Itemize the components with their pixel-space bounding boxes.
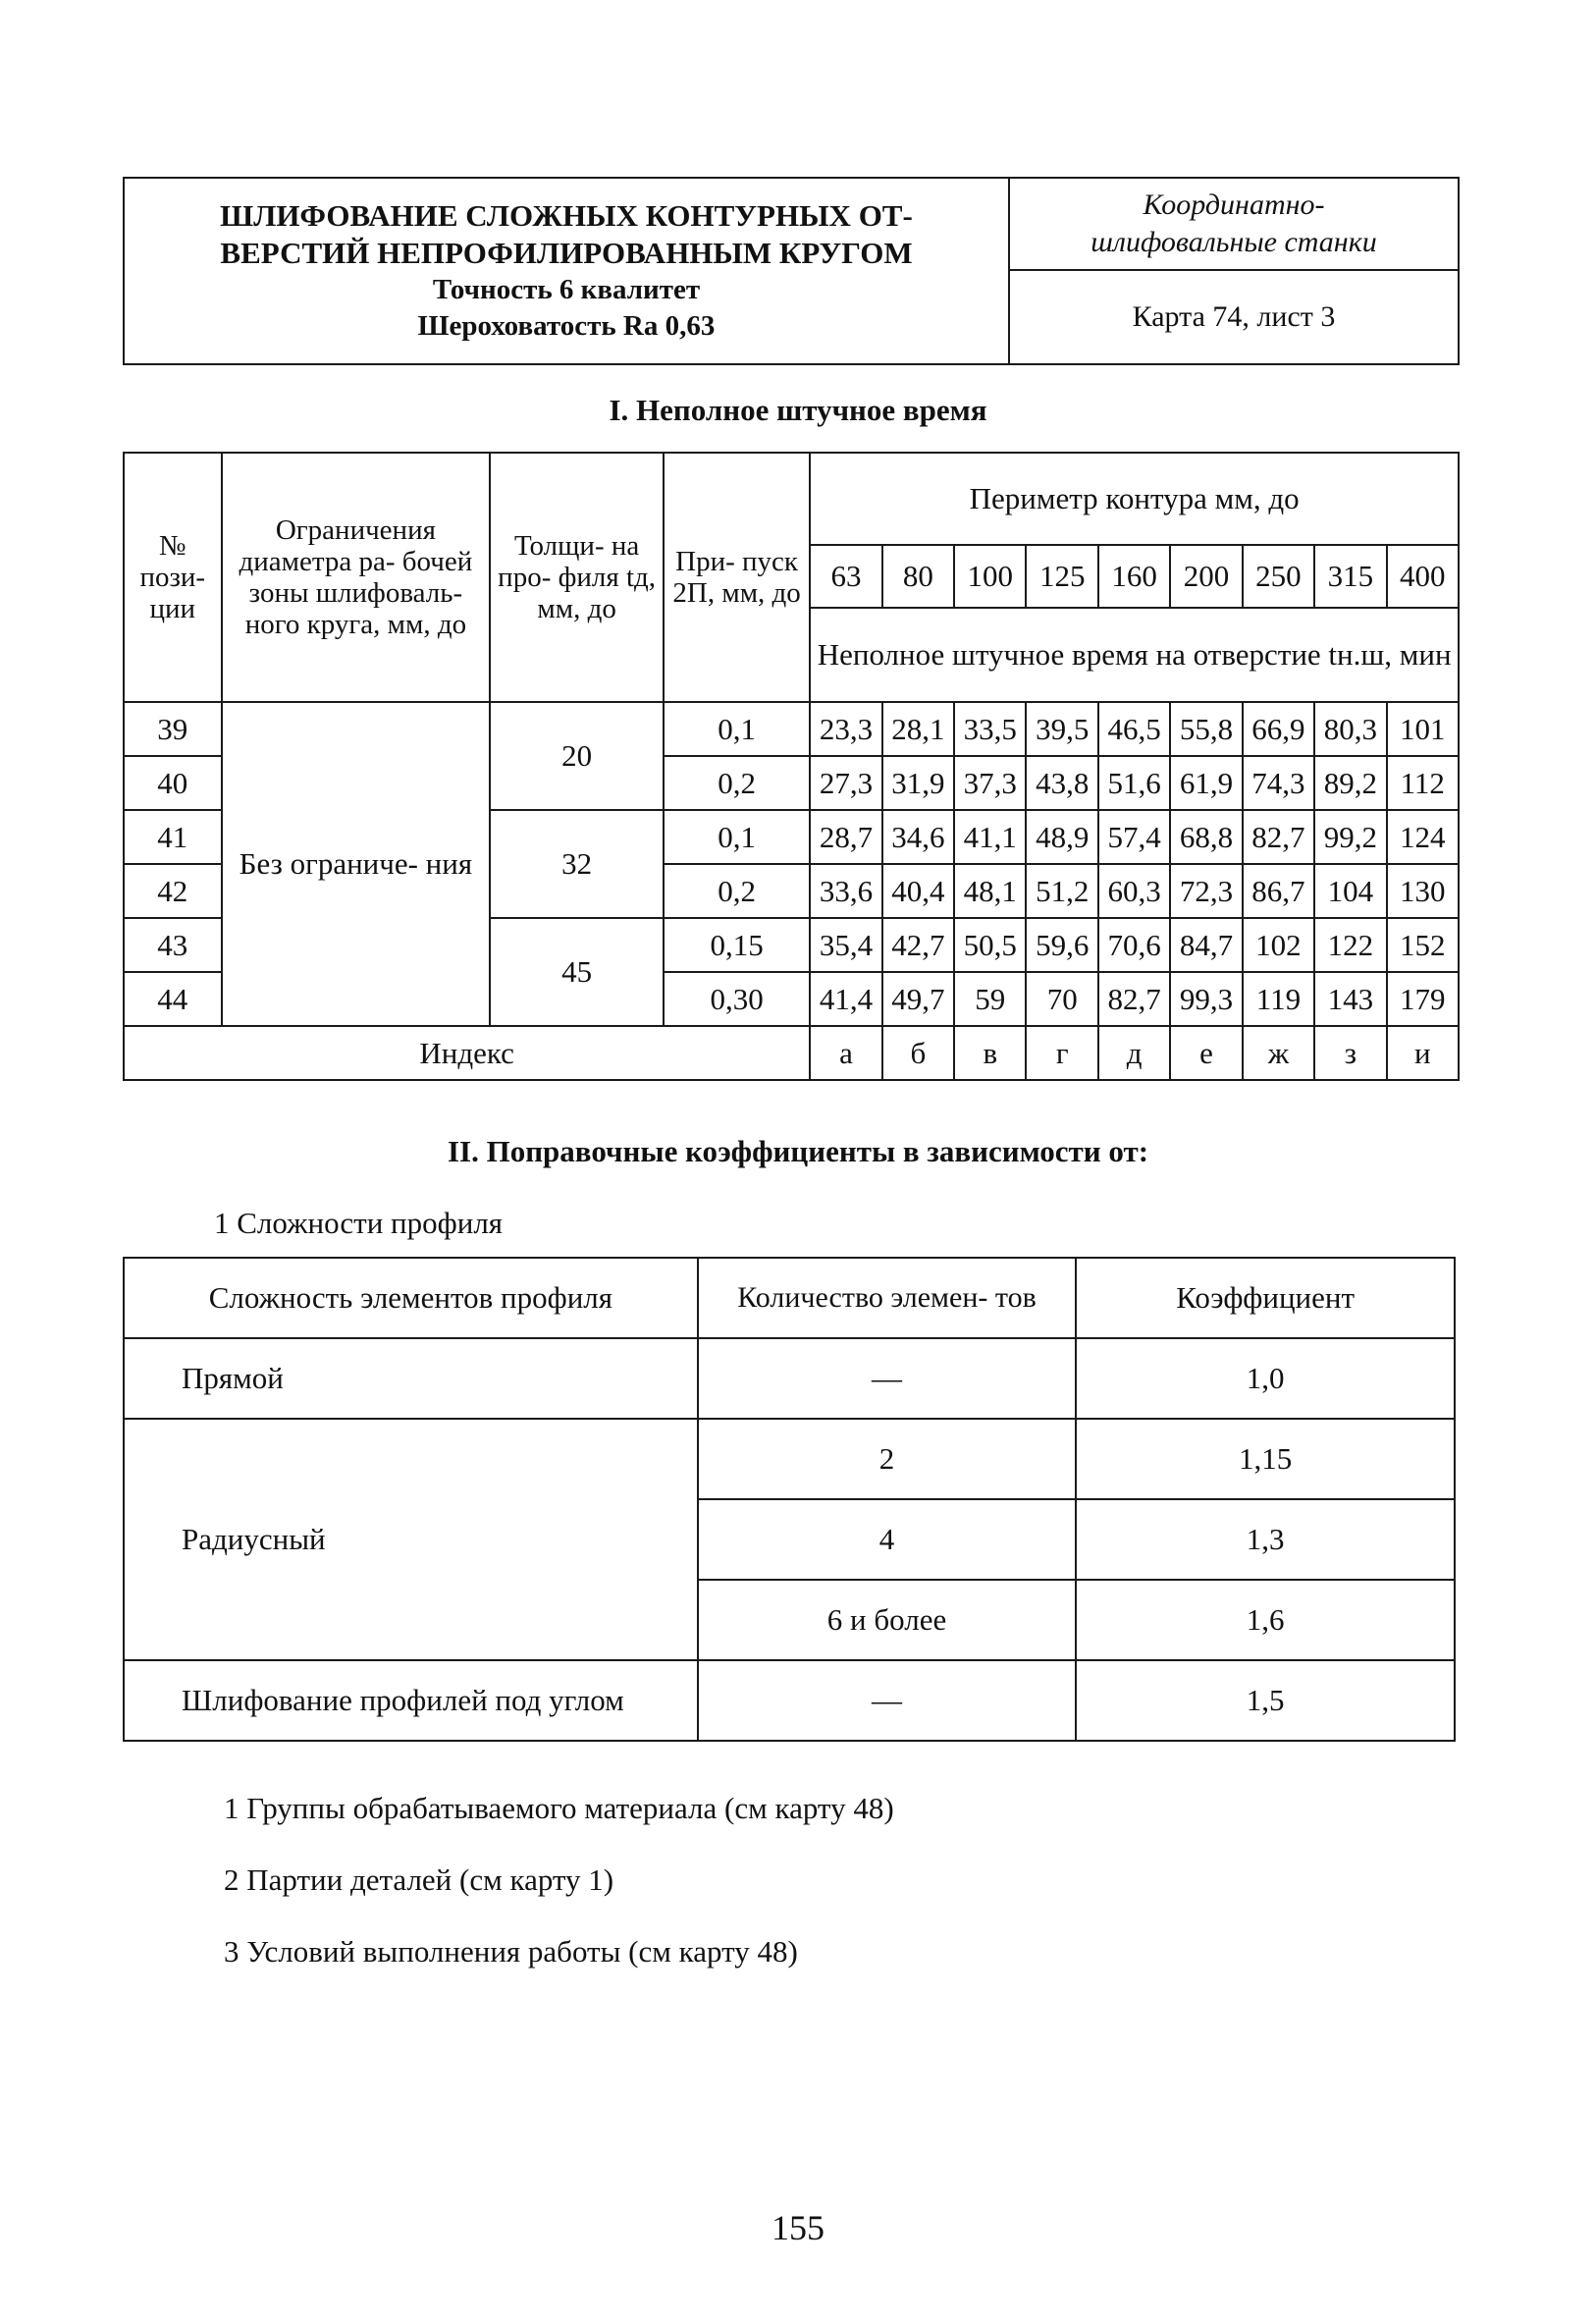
time-value-cell: 99,3 (1170, 972, 1242, 1026)
index-value: г (1026, 1026, 1097, 1080)
time-value-cell: 66,9 (1243, 702, 1314, 756)
row-position: 43 (124, 918, 222, 972)
header-accuracy: Точность 6 квалитет (432, 274, 701, 305)
time-value-cell: 61,9 (1170, 756, 1242, 810)
perimeter-header: Периметр контура мм, до (810, 453, 1459, 545)
time-value-cell: 51,6 (1098, 756, 1170, 810)
time-value-cell: 99,2 (1314, 810, 1386, 864)
time-value-cell: 34,6 (882, 810, 954, 864)
col-complexity-header: Сложность элементов профиля (124, 1258, 698, 1338)
header-title-cell (124, 178, 1009, 364)
time-value-cell: 101 (1387, 702, 1459, 756)
time-value-cell: 80,3 (1314, 702, 1386, 756)
time-value-cell: 35,4 (810, 918, 881, 972)
time-value-cell: 57,4 (1098, 810, 1170, 864)
time-value-cell: 152 (1387, 918, 1459, 972)
row-position: 39 (124, 702, 222, 756)
time-value-cell: 59,6 (1026, 918, 1097, 972)
time-header: Неполное штучное время на отверстие tн.ш, мин (810, 608, 1459, 702)
index-value: ж (1243, 1026, 1314, 1080)
time-value-cell: 119 (1243, 972, 1314, 1026)
perimeter-value: 63 (810, 545, 881, 608)
time-value-cell: 41,1 (954, 810, 1026, 864)
time-value-cell: 143 (1314, 972, 1386, 1026)
index-value: б (882, 1026, 954, 1080)
thickness-cell: 45 (490, 918, 664, 1026)
perimeter-value: 125 (1026, 545, 1097, 608)
time-value-cell: 68,8 (1170, 810, 1242, 864)
radius-coef: 1,6 (1076, 1580, 1455, 1660)
section1-title: I. Неполное штучное время (609, 393, 987, 427)
header-block (123, 177, 1460, 365)
row-allowance: 0,1 (664, 810, 810, 864)
perimeter-value: 200 (1170, 545, 1242, 608)
time-table (123, 452, 1460, 1081)
index-value: в (954, 1026, 1026, 1080)
note-1: 1 Группы обрабатываемого материала (см карту 48) (224, 1791, 894, 1825)
header-title-line2: ВЕРСТИЙ НЕПРОФИЛИРОВАННЫМ КРУГОМ (220, 236, 913, 270)
time-value-cell: 130 (1387, 864, 1459, 918)
time-value-cell: 89,2 (1314, 756, 1386, 810)
limit-cell: Без ограниче- ния (222, 702, 491, 1026)
perimeter-value: 315 (1314, 545, 1386, 608)
time-value-cell: 59 (954, 972, 1026, 1026)
coefficient-table (123, 1257, 1456, 1742)
time-value-cell: 179 (1387, 972, 1459, 1026)
header-roughness: Шероховатость Ra 0,63 (417, 310, 716, 342)
time-value-cell: 48,9 (1026, 810, 1097, 864)
time-value-cell: 60,3 (1098, 864, 1170, 918)
time-value-cell: 122 (1314, 918, 1386, 972)
radius-count: 6 и более (698, 1580, 1077, 1660)
time-value-cell: 43,8 (1026, 756, 1097, 810)
time-value-cell: 124 (1387, 810, 1459, 864)
time-value-cell: 31,9 (882, 756, 954, 810)
table-row (124, 1419, 1455, 1499)
time-value-cell: 50,5 (954, 918, 1026, 972)
time-value-cell: 33,6 (810, 864, 881, 918)
row-allowance: 0,30 (664, 972, 810, 1026)
angle-name: Шлифование профилей под углом (124, 1660, 698, 1741)
time-value-cell: 82,7 (1098, 972, 1170, 1026)
time-value-cell: 40,4 (882, 864, 954, 918)
radius-count: 4 (698, 1499, 1077, 1580)
time-value-cell: 70,6 (1098, 918, 1170, 972)
time-value-cell: 74,3 (1243, 756, 1314, 810)
time-value-cell: 39,5 (1026, 702, 1097, 756)
time-value-cell: 104 (1314, 864, 1386, 918)
index-value: з (1314, 1026, 1386, 1080)
perimeter-value: 80 (882, 545, 954, 608)
thickness-cell: 20 (490, 702, 664, 810)
header-machine-line2: шлифовальные станки (1091, 226, 1377, 258)
time-value-cell: 84,7 (1170, 918, 1242, 972)
index-value: д (1098, 1026, 1170, 1080)
section2-sub1: 1 Сложности профиля (214, 1206, 504, 1240)
col-allowance-header: При- пуск 2П, мм, до (664, 453, 810, 702)
index-value: а (810, 1026, 881, 1080)
row-allowance: 0,1 (664, 702, 810, 756)
time-value-cell: 28,7 (810, 810, 881, 864)
time-value-cell: 72,3 (1170, 864, 1242, 918)
page-number: 155 (771, 2208, 825, 2247)
col-count-header: Количество элемен- тов (698, 1258, 1077, 1338)
note-3: 3 Условий выполнения работы (см карту 48) (224, 1934, 798, 1969)
perimeter-value: 250 (1243, 545, 1314, 608)
time-value-cell: 37,3 (954, 756, 1026, 810)
radius-coef: 1,3 (1076, 1499, 1455, 1580)
thickness-cell: 32 (490, 810, 664, 918)
time-value-cell: 41,4 (810, 972, 881, 1026)
time-value-cell: 86,7 (1243, 864, 1314, 918)
time-value-cell: 46,5 (1098, 702, 1170, 756)
perimeter-value: 160 (1098, 545, 1170, 608)
radius-count: 2 (698, 1419, 1077, 1499)
header-machine-line1: Координатно- (1143, 189, 1325, 221)
index-row (124, 1026, 1459, 1080)
index-value: е (1170, 1026, 1242, 1080)
time-value-cell: 102 (1243, 918, 1314, 972)
time-value-cell: 27,3 (810, 756, 881, 810)
col-coef-header: Коэффициент (1076, 1258, 1455, 1338)
straight-count: — (698, 1338, 1077, 1419)
index-value: и (1387, 1026, 1459, 1080)
time-value-cell: 42,7 (882, 918, 954, 972)
time-value-cell: 112 (1387, 756, 1459, 810)
col-thickness-header: Толщи- на про- филя tд, мм, до (490, 453, 664, 702)
perimeter-value: 100 (954, 545, 1026, 608)
header-machine-cell (1009, 178, 1459, 270)
col-position-header: № пози- ции (124, 453, 222, 702)
table-row (124, 702, 1459, 756)
radius-coef: 1,15 (1076, 1419, 1455, 1499)
row-position: 44 (124, 972, 222, 1026)
row-position: 40 (124, 756, 222, 810)
section2-title: II. Поправочные коэффициенты в зависимости от: (447, 1134, 1149, 1168)
time-value-cell: 70 (1026, 972, 1097, 1026)
time-value-cell: 82,7 (1243, 810, 1314, 864)
time-value-cell: 49,7 (882, 972, 954, 1026)
table-row (124, 1338, 1455, 1419)
straight-name: Прямой (124, 1338, 698, 1419)
time-value-cell: 51,2 (1026, 864, 1097, 918)
header-title-line1: ШЛИФОВАНИЕ СЛОЖНЫХ КОНТУРНЫХ ОТ- (220, 198, 913, 233)
header-card: Карта 74, лист 3 (1009, 270, 1459, 364)
time-value-cell: 55,8 (1170, 702, 1242, 756)
row-position: 42 (124, 864, 222, 918)
time-value-cell: 33,5 (954, 702, 1026, 756)
note-2: 2 Партии деталей (см карту 1) (224, 1862, 614, 1897)
row-position: 41 (124, 810, 222, 864)
time-value-cell: 23,3 (810, 702, 881, 756)
perimeter-value: 400 (1387, 545, 1459, 608)
time-value-cell: 48,1 (954, 864, 1026, 918)
index-label: Индекс (124, 1026, 810, 1080)
straight-coef: 1,0 (1076, 1338, 1455, 1419)
row-allowance: 0,2 (664, 756, 810, 810)
table-row (124, 1660, 1455, 1741)
time-value-cell: 28,1 (882, 702, 954, 756)
row-allowance: 0,15 (664, 918, 810, 972)
row-allowance: 0,2 (664, 864, 810, 918)
radius-name: Радиусный (124, 1419, 698, 1660)
angle-count: — (698, 1660, 1077, 1741)
col-limit-header: Ограничения диаметра ра- бочей зоны шлифоваль- ного круга, мм, до (222, 453, 491, 702)
angle-coef: 1,5 (1076, 1660, 1455, 1741)
